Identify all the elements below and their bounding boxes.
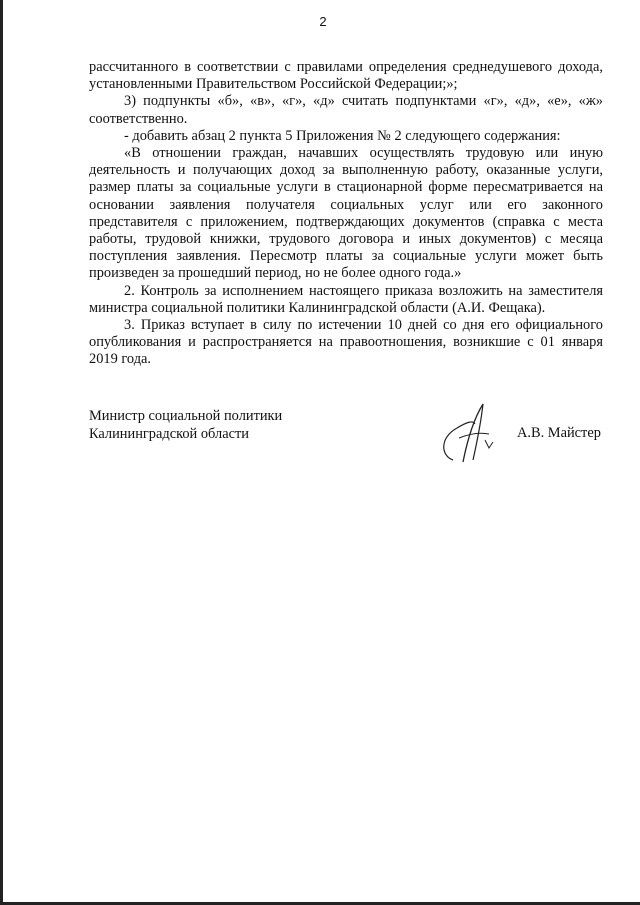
handwritten-signature-icon xyxy=(423,398,503,468)
signature-position xyxy=(89,408,282,443)
page-number: 2 xyxy=(319,14,327,29)
signer-title-line1: Министр социальной политики xyxy=(89,408,283,424)
paragraph-continuation: рассчитанного в соответствии с правилами определения среднедушевого дохода, установленными Правительством Российской Федерации;»; xyxy=(89,59,603,93)
paragraph-control: 2. Контроль за исполнением настоящего приказа возложить на заместителя министра социальной политики Калининградской области (А.И. Фещака). xyxy=(89,282,603,316)
document-body xyxy=(89,59,603,369)
paragraph-subpoints: 3) подпункты «б», «в», «г», «д» считать подпунктами «г», «д», «е», «ж» соответственно. xyxy=(89,93,603,127)
signer-name: А.В. Майстер xyxy=(517,425,601,441)
paragraph-effective-date: 3. Приказ вступает в силу по истечении 10 дней со дня его официального опубликования и распространяется на правоотношения, возникшие с 01 января 2019 года. xyxy=(89,317,603,368)
paragraph-quoted-text: «В отношении граждан, начавших осуществлять трудовую или иную деятельность и получающих доход за выполненную работу, оказанные услуги, размер платы за социальные услуги в стационарной форме пересматривается на основании заявления получателя социальных услуг или его законного представителя с приложением, подтверждающих документов (справка с места работы, трудовой книжки, трудового договора и иных документов) с месяца поступления заявления. Пересмотр платы за социальные услуги может быть произведен за прошедший период, но не более одного года.» xyxy=(89,145,603,282)
signer-title-line2: Калининградской области xyxy=(89,425,249,442)
paragraph-add-clause: - добавить абзац 2 пункта 5 Приложения № 2 следующего содержания: xyxy=(124,127,561,144)
